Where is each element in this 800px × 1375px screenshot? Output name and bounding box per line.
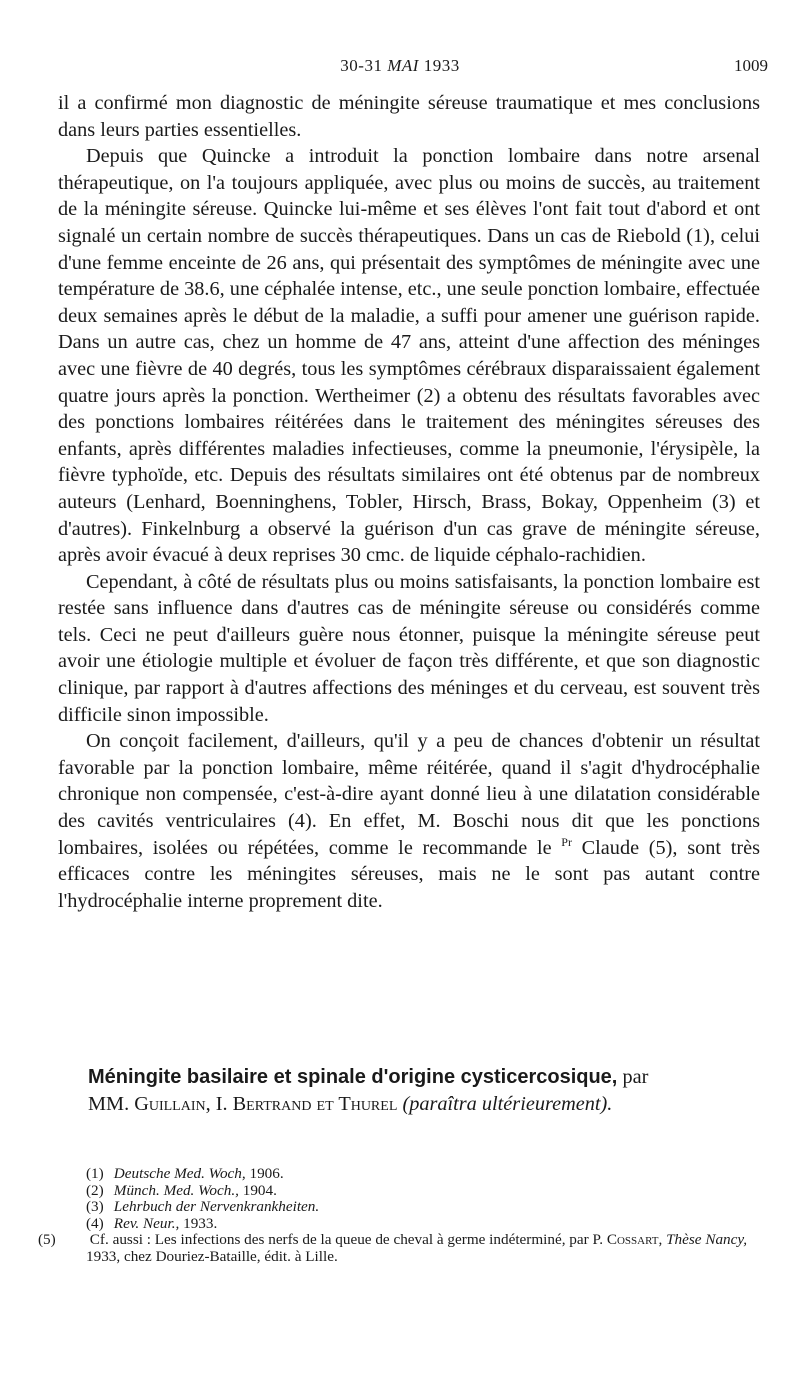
footnote-4 xyxy=(86,1216,762,1233)
footnote-number: (4) xyxy=(86,1214,104,1232)
footnote-5 xyxy=(38,1231,762,1265)
paragraph-2: Depuis que Quincke a introduit la ponction lombaire dans notre arsenal thérapeutique, on l'a toujours appliquée, avec plus ou moins de succès, au traitement de la méningite séreuse. Quincke lui-même et ses élèves l'ont fait tout d'abord et ont signalé un certain nombre de succès thérapeutiques. Dans un cas de Riebold (1), celui d'une femme enceinte de 26 ans, qui présentait des symptômes de méningite avec une température de 38.6, une céphalée intense, etc., une seule ponction lombaire, effectuée deux semaines après le début de la maladie, a suffi pour amener une guérison rapide. Dans un autre cas, chez un homme de 47 ans, atteint d'une affection des méninges avec une fièvre de 40 degrés, tous les symptômes cérébraux disparaissaient également quatre jours après la ponction. Wertheimer (2) a obtenu des résultats favorables avec des ponctions lombaires réitérées dans le traitement des méningites séreuses des enfants, après différentes maladies infectieuses, comme la pneumonie, l'érysipèle, la fièvre typhoïde, etc. Depuis des résultats similaires ont été obtenus par de nombreux auteurs (Lenhard, Boenninghens, Tobler, Hirsch, Brass, Bokay, Oppenheim (3) et d'autres). Finkelnburg a observé la guérison d'un cas grave de méningite séreuse, après avoir évacué à deux reprises 30 cmc. de liquide céphalo-rachidien. xyxy=(58,145,760,567)
footnote-3 xyxy=(86,1199,762,1216)
footnote-rest: 1906. xyxy=(245,1165,284,1182)
paragraph-4 xyxy=(58,728,760,914)
section-par: par xyxy=(617,1066,649,1088)
section-title-line xyxy=(58,1064,760,1091)
section-authors-line xyxy=(58,1091,760,1118)
footnote-5-these: Thèse Nancy, xyxy=(666,1231,748,1249)
footnotes xyxy=(38,1165,762,1266)
professor-superscript: Pr xyxy=(561,834,572,849)
footnote-ref: Deutsche Med. Woch, xyxy=(113,1165,246,1182)
section-note: (paraîtra ultérieurement). xyxy=(402,1092,613,1115)
header-year: 1933 xyxy=(423,56,460,75)
header-month: MAI xyxy=(387,56,419,75)
running-head xyxy=(0,56,800,76)
footnote-number: (1) xyxy=(86,1165,104,1182)
footnote-2 xyxy=(86,1183,762,1200)
body-text xyxy=(58,90,760,914)
paragraph-4-end: Claude (5), sont très efficaces contre les méningites séreuses, mais ne le sont pas autant contre l'hydrocéphalie interne proprement dite. xyxy=(58,836,760,912)
footnote-ref: Rev. Neur., xyxy=(113,1214,180,1232)
footnote-number: (2) xyxy=(86,1181,104,1199)
paragraph-4-text: On conçoit facilement, d'ailleurs, qu'il y a peu de chances d'obtenir un résultat favorable par la ponction lombaire, même réitérée, quand il s'agit d'hydrocéphalie chronique non compensée, c'est-à-dire ayant donné lieu à une dilatation considérable des cavités ventriculaires (4). En effet, M. Boschi nous dit que les ponctions lombaires, isolées ou répétées, comme le recommande le xyxy=(58,730,760,859)
footnote-5-text-a: Cf. aussi : Les infections des nerfs de la queue de cheval à germe indéterminé, par xyxy=(89,1231,593,1249)
section-authors: MM. Guillain, I. Bertrand et Thurel xyxy=(88,1092,398,1115)
footnote-number: (3) xyxy=(86,1198,104,1216)
footnote-ref: Lehrbuch der Nervenkrankheiten. xyxy=(113,1198,320,1216)
footnote-5-author: P. Cossart, xyxy=(592,1231,663,1249)
footnote-5-text-b: 1933, chez Douriez-Bataille, édit. à Lille. xyxy=(86,1247,338,1265)
footnote-1 xyxy=(86,1166,762,1183)
paragraph-1: il a confirmé mon diagnostic de méningite séreuse traumatique et mes conclusions dans leurs parties essentielles. xyxy=(58,92,760,141)
section-title: Méningite basilaire et spinale d'origine cysticercosique, xyxy=(88,1066,618,1088)
paragraph-3: Cependant, à côté de résultats plus ou moins satisfaisants, la ponction lombaire est restée sans influence dans d'autres cas de méningite séreuse ou considérés comme tels. Ceci ne peut d'ailleurs guère nous étonner, puisque la méningite séreuse peut avoir une étiologie multiple et évoluer de façon très différente, et que son diagnostic clinique, par rapport à d'autres affections des méninges et du cerveau, est souvent très difficile sinon impossible. xyxy=(58,570,760,726)
page-number: 1009 xyxy=(734,56,768,75)
header-dates: 30-31 xyxy=(340,56,383,75)
footnote-number: (5) xyxy=(38,1231,56,1249)
footnote-rest: 1904. xyxy=(238,1181,277,1199)
footnote-rest: 1933. xyxy=(179,1214,218,1232)
footnote-ref: Münch. Med. Woch., xyxy=(113,1181,239,1199)
page-header xyxy=(0,56,800,86)
section-heading xyxy=(58,1064,760,1117)
